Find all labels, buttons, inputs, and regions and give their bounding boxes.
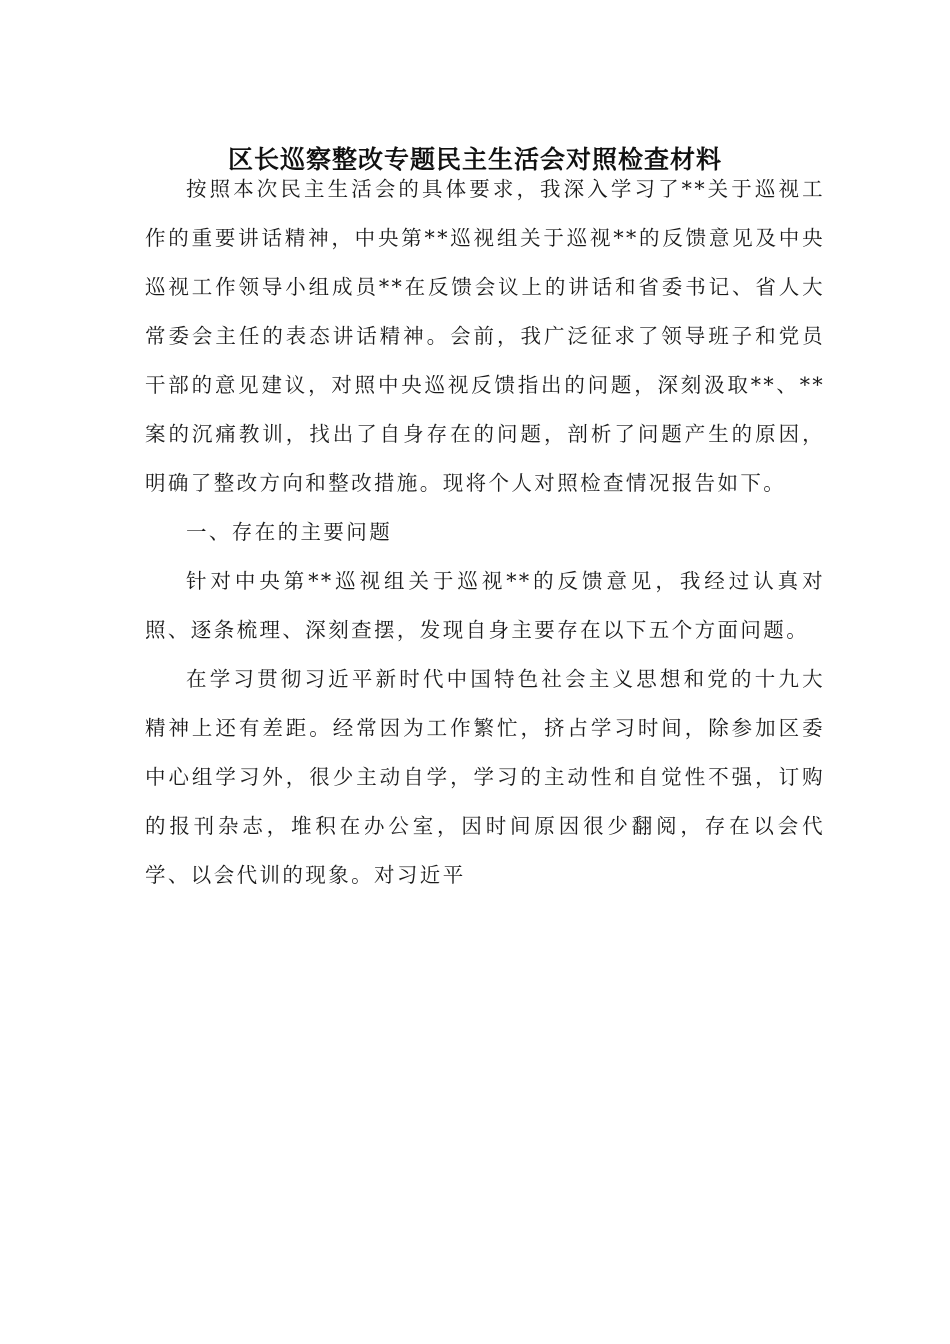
- section-intro-paragraph: 针对中央第**巡视组关于巡视**的反馈意见，我经过认真对照、逐条梳理、深刻查摆，发现自身主要存在以下五个方面问题。: [145, 569, 825, 642]
- section-heading: 一、存在的主要问题: [186, 520, 393, 544]
- document-body: [145, 165, 825, 900]
- intro-paragraph: 按照本次民主生活会的具体要求，我深入学习了**关于巡视工作的重要讲话精神，中央第**巡视组关于巡视**的反馈意见及中央巡视工作领导小组成员**在反馈会议上的讲话和省委书记、省人大常委会主任的表态讲话精神。会前，我广泛征求了领导班子和党员干部的意见建议，对照中央巡视反馈指出的问题，深刻汲取**、**案的沉痛教训，找出了自身存在的问题，剖析了问题产生的原因，明确了整改方向和整改措施。现将个人对照检查情况报告如下。: [145, 177, 825, 495]
- study-issue-paragraph: 在学习贯彻习近平新时代中国特色社会主义思想和党的十九大精神上还有差距。经常因为工作繁忙，挤占学习时间，除参加区委中心组学习外，很少主动自学，学习的主动性和自觉性不强，订购的报刊杂志，堆积在办公室，因时间原因很少翻阅，存在以会代学、以会代训的现象。对习近平: [145, 667, 825, 887]
- document-title: 区长巡察整改专题民主生活会对照检查材料: [227, 145, 722, 174]
